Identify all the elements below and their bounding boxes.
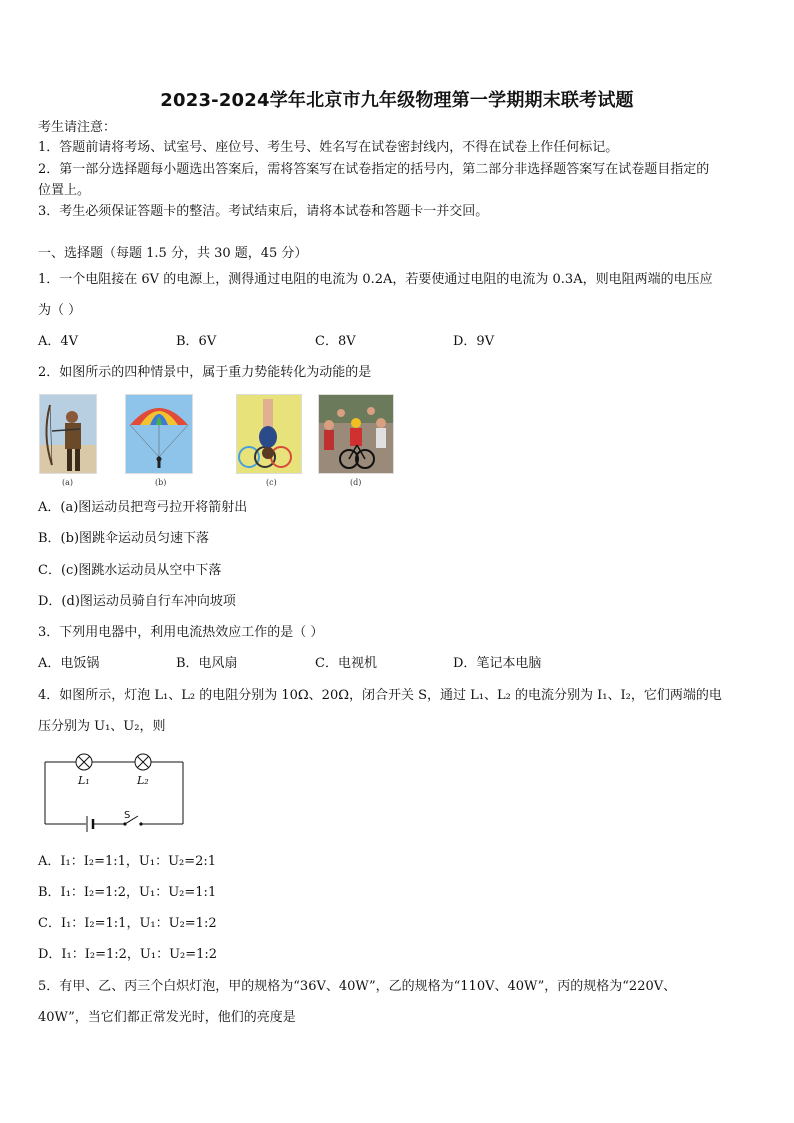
notice-heading: 考生请注意： — [38, 120, 117, 135]
q5-stem-line1: 5．有甲、乙、丙三个白炽灯泡，甲的规格为“36V、40W”，乙的规格为“110V、40W”，丙的规格为“220V、 — [38, 979, 677, 994]
battery-icon — [87, 816, 93, 832]
q1-option-a: A．4V — [38, 334, 79, 349]
picture-d-cyclist — [318, 394, 394, 474]
label-l1: L₁ — [78, 774, 90, 787]
q4-option-c: C．I₁：I₂=1:1，U₁：U₂=1:2 — [38, 916, 217, 931]
q2-stem: 2．如图所示的四种情景中，属于重力势能转化为动能的是 — [38, 365, 372, 380]
picture-c-diver — [236, 394, 302, 474]
caption-a: (a) — [62, 478, 74, 487]
caption-b: (b) — [155, 478, 167, 487]
q3-option-d: D．笔记本电脑 — [453, 656, 542, 671]
q4-option-a: A．I₁：I₂=1:1，U₁：U₂=2:1 — [38, 854, 217, 869]
lamp-l1-icon — [76, 754, 92, 770]
q2-option-a: A．(a)图运动员把弯弓拉开将箭射出 — [38, 500, 248, 515]
q1-options — [38, 333, 494, 351]
q5-stem-line2: 40W”，当它们都正常发光时，他们的亮度是 — [38, 1010, 296, 1025]
q3-stem: 3．下列用电器中，利用电流热效应工作的是（ ） — [38, 625, 324, 640]
q1-option-b: B．6V — [176, 334, 217, 349]
q1-stem-line2: 为（ ） — [38, 303, 82, 318]
q4-stem-line1: 4．如图所示，灯泡 L₁、L₂ 的电阻分别为 10Ω、20Ω，闭合开关 S，通过 L₁、L₂ 的电流分别为 I₁、I₂，它们两端的电 — [38, 688, 722, 703]
picture-b-parachute — [125, 394, 193, 474]
q3-options — [38, 655, 541, 673]
q4-option-b: B．I₁：I₂=1:2，U₁：U₂=1:1 — [38, 885, 217, 900]
label-l2: L₂ — [137, 774, 149, 787]
lamp-l2-icon — [135, 754, 151, 770]
section-heading: 一、选择题（每题 1.5 分，共 30 题，45 分） — [38, 246, 308, 261]
notice-item-2: 2．第一部分选择题每小题选出答案后，需将答案写在试卷指定的括号内，第二部分非选择题答案写在试卷题目指定的 — [38, 162, 710, 177]
q3-option-c: C．电视机 — [315, 656, 377, 671]
q1-stem-line1: 1．一个电阻接在 6V 的电源上，测得通过电阻的电流为 0.2A，若要使通过电阻的电流为 0.3A，则电阻两端的电压应 — [38, 272, 713, 287]
series-circuit-diagram — [38, 748, 188, 838]
caption-c: (c) — [266, 478, 277, 487]
q2-option-d: D．(d)图运动员骑自行车冲向坡项 — [38, 594, 236, 609]
q1-option-d: D．9V — [453, 334, 495, 349]
notice-item-3: 3．考生必须保证答题卡的整洁。考试结束后，请将本试卷和答题卡一并交回。 — [38, 204, 489, 219]
exam-title: 2023-2024学年北京市九年级物理第一学期期末联考试题 — [160, 90, 634, 111]
q3-option-b: B．电风扇 — [176, 656, 238, 671]
notice-item-1: 1．答题前请将考场、试室号、座位号、考生号、姓名写在试卷密封线内，不得在试卷上作任何标记。 — [38, 140, 619, 155]
q1-option-c: C．8V — [315, 334, 356, 349]
q2-option-b: B．(b)图跳伞运动员匀速下落 — [38, 531, 210, 546]
q3-option-a: A．电饭锅 — [38, 656, 100, 671]
notice-item-2-cont: 位置上。 — [38, 183, 91, 198]
caption-d: (d) — [350, 478, 362, 487]
q4-option-d: D．I₁：I₂=1:2，U₁：U₂=1:2 — [38, 947, 218, 962]
q4-stem-line2: 压分别为 U₁、U₂，则 — [38, 719, 166, 734]
picture-a-archer — [39, 394, 97, 474]
q2-option-c: C．(c)图跳水运动员从空中下落 — [38, 563, 222, 578]
label-s: S — [124, 810, 131, 821]
